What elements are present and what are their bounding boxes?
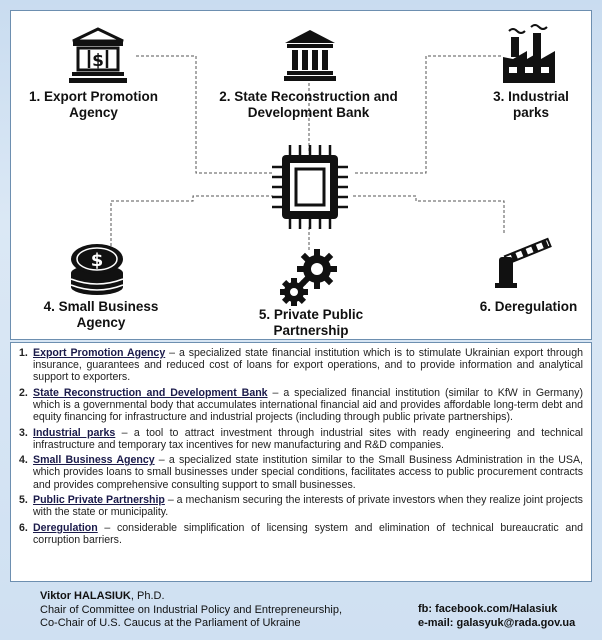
description-term: Public Private Partnership [33, 493, 165, 506]
description-term: Industrial parks [33, 426, 116, 439]
description-number: 1. [19, 347, 28, 359]
description-number: 4. [19, 454, 28, 467]
author-name: Viktor HALASIUK [40, 590, 131, 602]
svg-text:$: $ [90, 250, 104, 271]
coin-stack-icon [69, 241, 125, 297]
node-label-export: 1. Export Promotion Agency [28, 89, 158, 120]
description-item [19, 522, 583, 546]
description-number: 6. [19, 521, 28, 534]
descriptions-panel [10, 342, 592, 582]
description-item [19, 454, 583, 491]
barrier-gate-icon [493, 231, 555, 289]
contact-info [418, 603, 575, 630]
factory-icon [501, 21, 557, 87]
email-contact[interactable]: e-mail: galasyuk@rada.gov.ua [418, 616, 576, 629]
connector-dereg [353, 196, 504, 233]
cpu-chip-icon [266, 145, 354, 229]
node-label-bank: 2. State Reconstruction and Development Bank [219, 89, 398, 120]
exchange-building-icon [69, 27, 127, 85]
description-number: 2. [19, 386, 28, 399]
description-term: Small Business Agency [33, 454, 155, 467]
description-item [19, 427, 583, 451]
description-term: Export Promotion Agency [33, 347, 166, 359]
node-label-parks: 3. Industrial parks [493, 89, 569, 120]
author-caucus: Co-Chair of U.S. Caucus at the Parliament of Ukraine [40, 617, 301, 629]
author-position: Chair of Committee on Industrial Policy and Entrepreneurship, [40, 603, 343, 616]
facebook-contact[interactable]: fb: facebook.com/Halasiuk [418, 603, 558, 615]
description-text: – considerable simplification of licensing system and elimination of technical bureaucratic and corruption barriers. [33, 521, 583, 546]
description-term: State Reconstruction and Development Bank [33, 386, 268, 399]
description-item [19, 494, 583, 518]
description-term: Deregulation [33, 521, 98, 534]
connector-sba [111, 196, 273, 256]
description-text: – a specialized state institution similar to the Small Business Administration in the USA, which provides loans to small businesses under special conditions, facilitates access to public procurement contracts and provides comprehensive consulting support to small businesses. [33, 454, 583, 491]
node-label-dereg: 6. Deregulation [479, 299, 578, 314]
description-item [19, 387, 583, 424]
author-info [40, 590, 342, 631]
author-degree: , Ph.D. [130, 590, 165, 602]
node-label-sba: 4. Small Business Agency [43, 299, 159, 330]
svg-text:$: $ [92, 51, 104, 71]
description-item [19, 347, 583, 384]
gears-icon [279, 249, 341, 307]
diagram-panel [10, 10, 592, 340]
description-text: – a specialized financial institution (similar to KfW in Germany) which is a governmental body that accumulates international financial aid and provides affordable long-term debt and equity financing for infrastructure and industrial projects (including through public private partnerships). [33, 386, 583, 424]
description-text: – a mechanism securing the interests of private investors when they realize joint projects with the state or municipality. [33, 493, 583, 519]
description-number: 3. [19, 426, 28, 439]
node-label-ppp: 5. Private Public Partnership [258, 307, 364, 338]
description-number: 5. [19, 493, 28, 506]
description-text: – a tool to attract investment through industrial sites with ready engineering and technical infrastructure and temporary tax incentives for new manufacturing and R&D companies. [33, 426, 584, 451]
description-text: – a specialized state financial institution which is to stimulate Ukrainian export through insurance, guarantees and reduced cost of loans for export operations, and to provide information and analytical support to exporters. [33, 347, 583, 384]
bank-building-icon [284, 29, 336, 81]
